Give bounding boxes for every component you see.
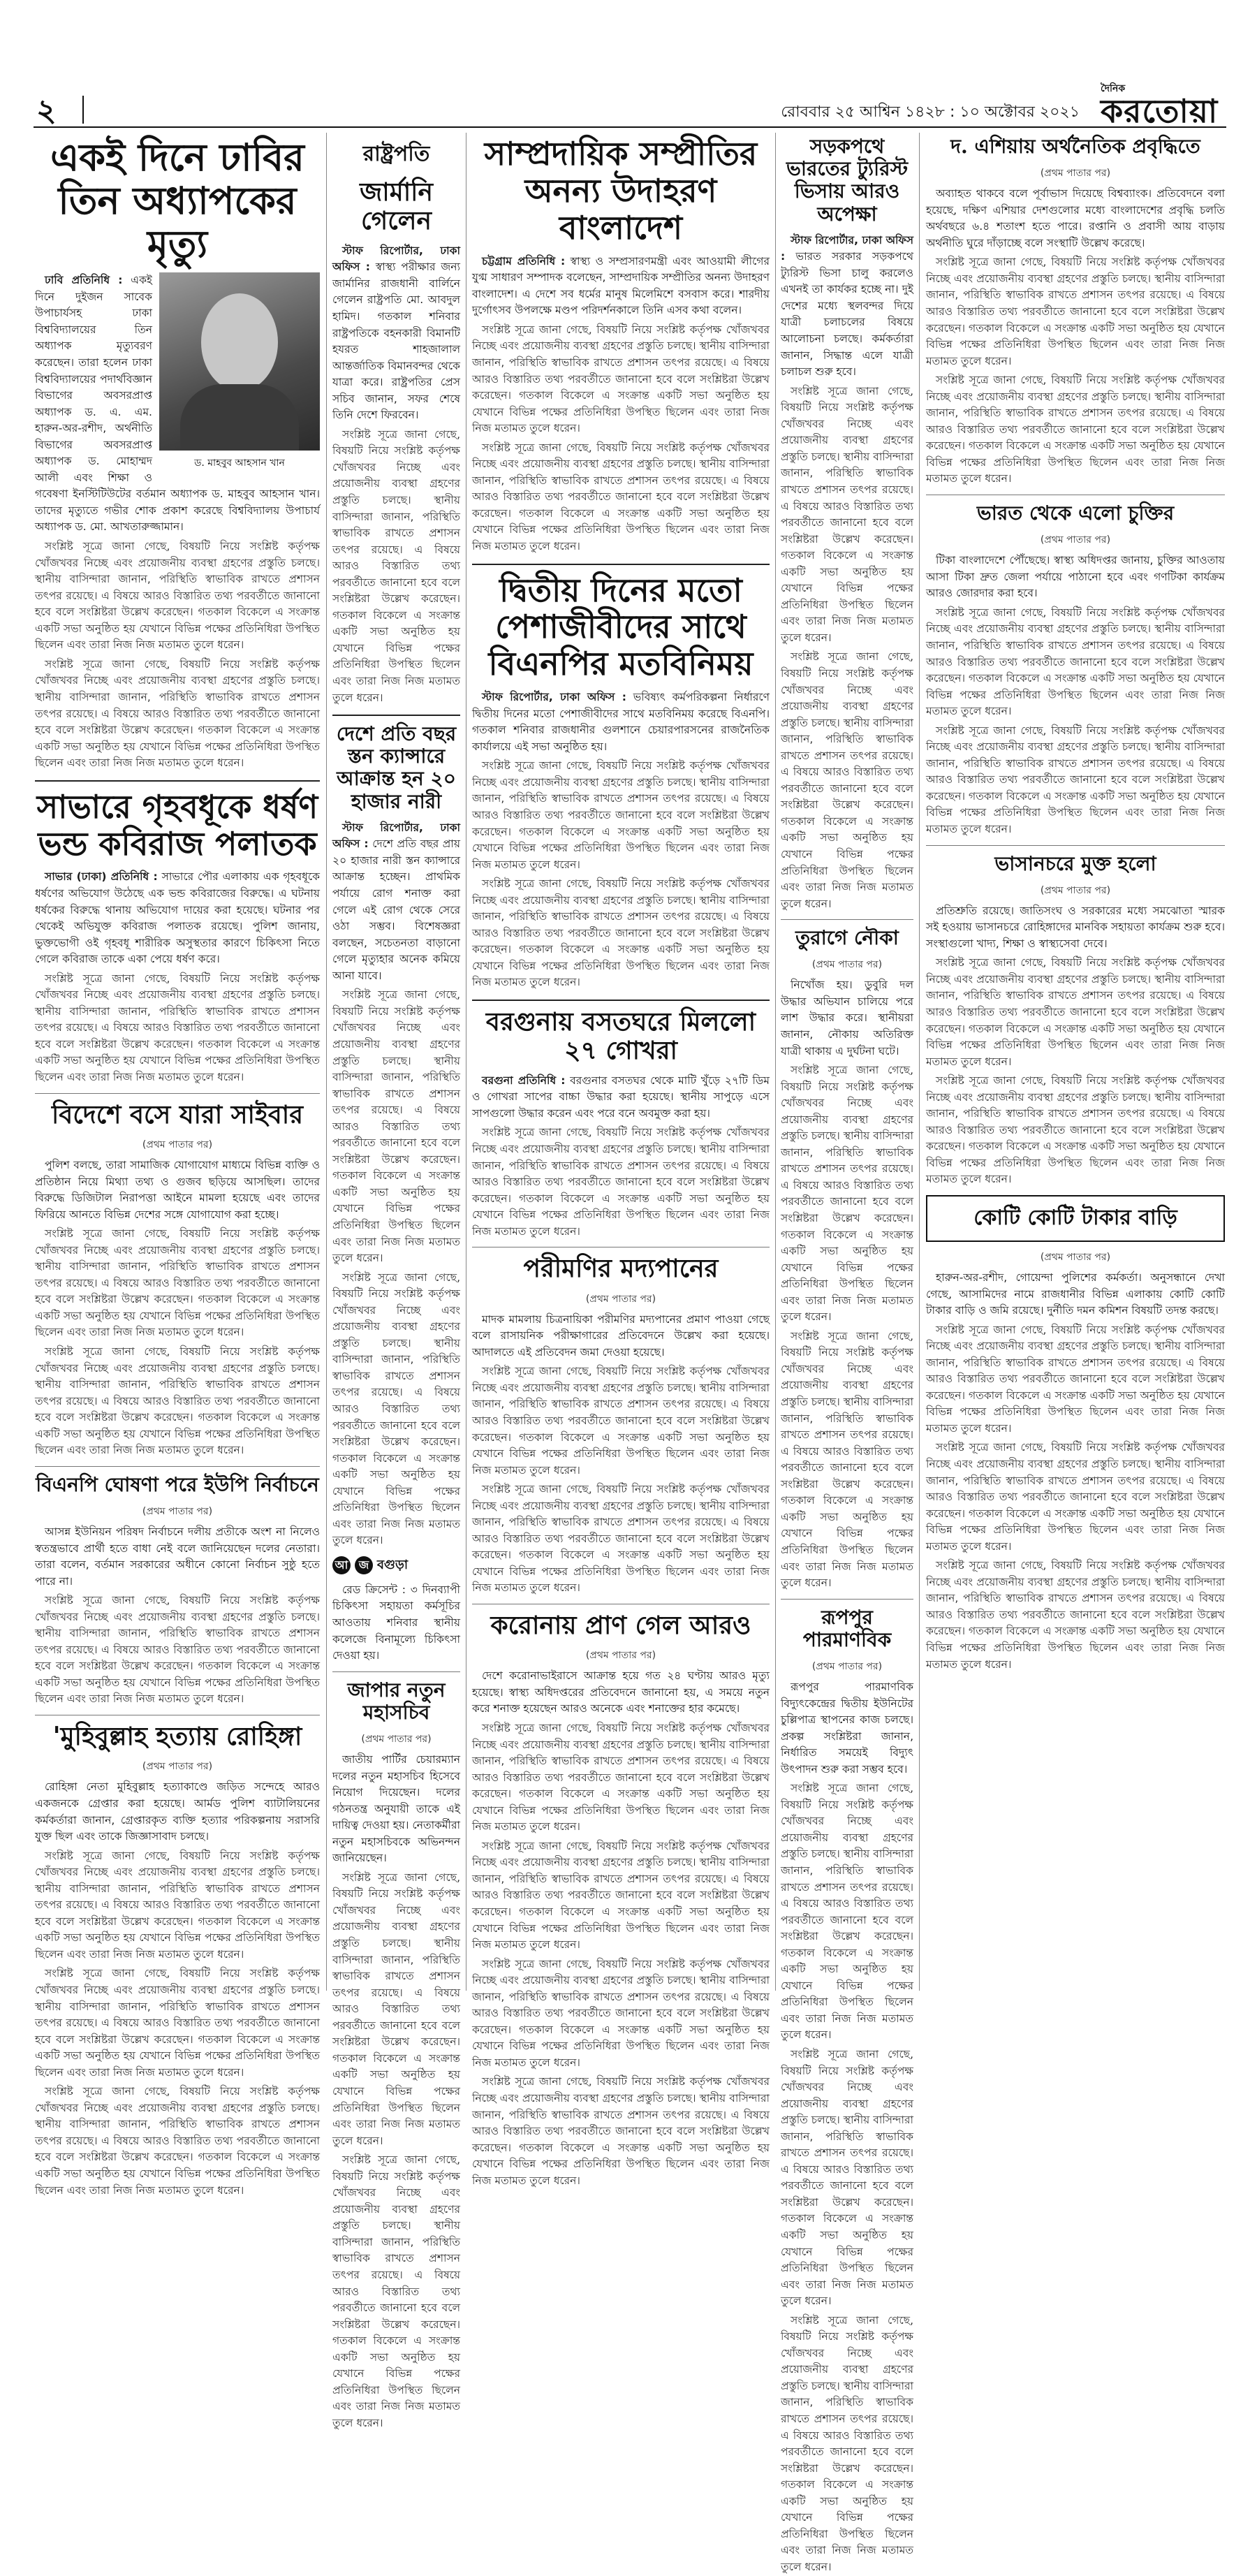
article-text: রোহিঙ্গা নেতা মুহিবুল্লাহ হত্যাকাণ্ডে জড়িত সন্দেহে আরও একজনকে গ্রেপ্তার করা হয়েছে। আর্মড পুলিশ ব্যাটালিয়নের কর্মকর্তারা জানান, গ্রেপ্তারকৃত ব্যক্তি হত্যার পরিকল্পনায় সরাসরি যুক্ত ছিল এবং তাকে জিজ্ঞাসাবাদ চলছে। [35,1780,320,1843]
article-text: সংশ্লিষ্ট সূত্রে জানা গেছে, বিষয়টি নিয়ে সংশ্লিষ্ট কর্তৃপক্ষ খোঁজখবর নিচ্ছে এবং প্রয়োজনীয় ব্যবস্থা গ্রহণের প্রস্তুতি চলছে। স্থানীয় বাসিন্দারা জানান, পরিস্থিতি স্বাভাবিক রাখতে প্রশাসন তৎপর রয়েছে। এ বিষয়ে আরও বিস্তারিত তথ্য পরবর্তীতে জানানো হবে বলে সংশ্লিষ্টরা উল্লেখ করেছেন। গতকাল বিকেলে এ সংক্রান্ত একটি সভা অনুষ্ঠিত হয় যেখানে বিভিন্ন পক্ষের প্রতিনিধিরা উপস্থিত ছিলেন এবং তারা নিজ নিজ মতামত তুলে ধরেন। [332,988,460,1265]
article-body [926,903,1225,1188]
continued-label: (প্রথম পাতার পর) [1040,1252,1111,1263]
article-text: সংশ্লিষ্ট সূত্রে জানা গেছে, বিষয়টি নিয়ে সংশ্লিষ্ট কর্তৃপক্ষ খোঁজখবর নিচ্ছে এবং প্রয়োজনীয় ব্যবস্থা গ্রহণের প্রস্তুতি চলছে। স্থানীয় বাসিন্দারা জানান, পরিস্থিতি স্বাভাবিক রাখতে প্রশাসন তৎপর রয়েছে। এ বিষয়ে আরও বিস্তারিত তথ্য পরবর্তীতে জানানো হবে বলে সংশ্লিষ্টরা উল্লেখ করেছেন। গতকাল বিকেলে এ সংক্রান্ত একটি সভা অনুষ্ঠিত হয় যেখানে বিভিন্ন পক্ষের প্রতিনিধিরা উপস্থিত ছিলেন এবং তারা নিজ নিজ মতামত তুলে ধরেন। [35,1967,320,2079]
article-body [926,552,1225,837]
article-body [781,977,913,1591]
article-text: পুলিশ বলছে, তারা সামাজিক যোগাযোগ মাধ্যমে বিভিন্ন ব্যক্তি ও প্রতিষ্ঠান নিয়ে মিথ্যা তথ্য ও গুজব ছড়িয়ে আসছিল। তাদের বিরুদ্ধে ডিজিটাল নিরাপত্তা আইনে মামলা হয়েছে এবং তাদের ফিরিয়ে আনতে বিভিন্ন দেশের সঙ্গে যোগাযোগ করা হচ্ছে। [35,1158,320,1221]
article-text: সংশ্লিষ্ট সূত্রে জানা গেছে, বিষয়টি নিয়ে সংশ্লিষ্ট কর্তৃপক্ষ খোঁজখবর নিচ্ছে এবং প্রয়োজনীয় ব্যবস্থা গ্রহণের প্রস্তুতি চলছে। স্থানীয় বাসিন্দারা জানান, পরিস্থিতি স্বাভাবিক রাখতে প্রশাসন তৎপর রয়েছে। এ বিষয়ে আরও বিস্তারিত তথ্য পরবর্তীতে জানানো হবে বলে সংশ্লিষ্টরা উল্লেখ করেছেন। গতকাল বিকেলে এ সংক্রান্ত একটি সভা অনুষ্ঠিত হয় যেখানে বিভিন্ন পক্ষের প্রতিনিধিরা উপস্থিত ছিলেন এবং তারা নিজ নিজ মতামত তুলে ধরেন। [35,972,320,1084]
article-text: সংশ্লিষ্ট সূত্রে জানা গেছে, বিষয়টি নিয়ে সংশ্লিষ্ট কর্তৃপক্ষ খোঁজখবর নিচ্ছে এবং প্রয়োজনীয় ব্যবস্থা গ্রহণের প্রস্তুতি চলছে। স্থানীয় বাসিন্দারা জানান, পরিস্থিতি স্বাভাবিক রাখতে প্রশাসন তৎপর রয়েছে। এ বিষয়ে আরও বিস্তারিত তথ্য পরবর্তীতে জানানো হবে বলে সংশ্লিষ্টরা উল্লেখ করেছেন। গতকাল বিকেলে এ সংক্রান্ত একটি সভা অনুষ্ঠিত হয় যেখানে বিভিন্ন পক্ষের প্রতিনিধিরা উপস্থিত ছিলেন এবং তারা নিজ নিজ মতামত তুলে ধরেন। [472,1957,770,2069]
article-text: সংশ্লিষ্ট সূত্রে জানা গেছে, বিষয়টি নিয়ে সংশ্লিষ্ট কর্তৃপক্ষ খোঁজখবর নিচ্ছে এবং প্রয়োজনীয় ব্যবস্থা গ্রহণের প্রস্তুতি চলছে। স্থানীয় বাসিন্দারা জানান, পরিস্থিতি স্বাভাবিক রাখতে প্রশাসন তৎপর রয়েছে। এ বিষয়ে আরও বিস্তারিত তথ্য পরবর্তীতে জানানো হবে বলে সংশ্লিষ্টরা উল্লেখ করেছেন। গতকাল বিকেলে এ সংক্রান্ত একটি সভা অনুষ্ঠিত হয় যেখানে বিভিন্ন পক্ষের প্রতিনিধিরা উপস্থিত ছিলেন এবং তারা নিজ নিজ মতামত তুলে ধরেন। [926,606,1225,718]
article-body [35,1524,320,1708]
article-body [35,1157,320,1459]
article-text: সংশ্লিষ্ট সূত্রে জানা গেছে, বিষয়টি নিয়ে সংশ্লিষ্ট কর্তৃপক্ষ খোঁজখবর নিচ্ছে এবং প্রয়োজনীয় ব্যবস্থা গ্রহণের প্রস্তুতি চলছে। স্থানীয় বাসিন্দারা জানান, পরিস্থিতি স্বাভাবিক রাখতে প্রশাসন তৎপর রয়েছে। এ বিষয়ে আরও বিস্তারিত তথ্য পরবর্তীতে জানানো হবে বলে সংশ্লিষ্টরা উল্লেখ করেছেন। গতকাল বিকেলে এ সংক্রান্ত একটি সভা অনুষ্ঠিত হয় যেখানে বিভিন্ন পক্ষের প্রতিনিধিরা উপস্থিত ছিলেন এবং তারা নিজ নিজ মতামত তুলে ধরেন। [781,1782,913,2042]
date-line: রোববার ২৫ আশ্বিন ১৪২৮ : ১০ অক্টোবর ২০২১ [781,103,1080,121]
headline-dhaka-university: একই দিনে ঢাবির তিন অধ্যাপকের মৃত্যু [50,135,304,267]
article-body [332,820,460,1549]
newspaper-logo [1094,80,1226,130]
article-text: সংশ্লিষ্ট সূত্রে জানা গেছে, বিষয়টি নিয়ে সংশ্লিষ্ট কর্তৃপক্ষ খোঁজখবর নিচ্ছে এবং প্রয়োজনীয় ব্যবস্থা গ্রহণের প্রস্তুতি চলছে। স্থানীয় বাসিন্দারা জানান, পরিস্থিতি স্বাভাবিক রাখতে প্রশাসন তৎপর রয়েছে। এ বিষয়ে আরও বিস্তারিত তথ্য পরবর্তীতে জানানো হবে বলে সংশ্লিষ্টরা উল্লেখ করেছেন। গতকাল বিকেলে এ সংক্রান্ত একটি সভা অনুষ্ঠিত হয় যেখানে বিভিন্ন পক্ষের প্রতিনিধিরা উপস্থিত ছিলেন এবং তারা নিজ নিজ মতামত তুলে ধরেন। [472,877,770,989]
article-text: সংশ্লিষ্ট সূত্রে জানা গেছে, বিষয়টি নিয়ে সংশ্লিষ্ট কর্তৃপক্ষ খোঁজখবর নিচ্ছে এবং প্রয়োজনীয় ব্যবস্থা গ্রহণের প্রস্তুতি চলছে। স্থানীয় বাসিন্দারা জানান, পরিস্থিতি স্বাভাবিক রাখতে প্রশাসন তৎপর রয়েছে। এ বিষয়ে আরও বিস্তারিত তথ্য পরবর্তীতে জানানো হবে বলে সংশ্লিষ্টরা উল্লেখ করেছেন। গতকাল বিকেলে এ সংক্রান্ত একটি সভা অনুষ্ঠিত হয় যেখানে বিভিন্ন পক্ষের প্রতিনিধিরা উপস্থিত ছিলেন এবং তারা নিজ নিজ মতামত তুলে ধরেন। [781,1064,913,1324]
continued-label: (প্রথম পাতার পর) [1040,168,1111,180]
article-body [781,1679,913,2576]
article-text: ভবিষ্যৎ কর্মপরিকল্পনা নির্ধারণে দ্বিতীয় দিনের মতো পেশাজীবীদের সাথে মতবিনিময় করেছে বিএনপি। গতকাল শনিবার রাজধানীর গুলশানে চেয়ারপারসনের রাজনৈতিক কার্যালয়ে এই সভা অনুষ্ঠিত হয়। [472,691,770,753]
article-text: সংশ্লিষ্ট সূত্রে জানা গেছে, বিষয়টি নিয়ে সংশ্লিষ্ট কর্তৃপক্ষ খোঁজখবর নিচ্ছে এবং প্রয়োজনীয় ব্যবস্থা গ্রহণের প্রস্তুতি চলছে। স্থানীয় বাসিন্দারা জানান, পরিস্থিতি স্বাভাবিক রাখতে প্রশাসন তৎপর রয়েছে। এ বিষয়ে আরও বিস্তারিত তথ্য পরবর্তীতে জানানো হবে বলে সংশ্লিষ্টরা উল্লেখ করেছেন। গতকাল বিকেলে এ সংক্রান্ত একটি সভা অনুষ্ঠিত হয় যেখানে বিভিন্ন পক্ষের প্রতিনিধিরা উপস্থিত ছিলেন এবং তারা নিজ নিজ মতামত তুলে ধরেন। [35,1345,320,1457]
article-text: সংশ্লিষ্ট সূত্রে জানা গেছে, বিষয়টি নিয়ে সংশ্লিষ্ট কর্তৃপক্ষ খোঁজখবর নিচ্ছে এবং প্রয়োজনীয় ব্যবস্থা গ্রহণের প্রস্তুতি চলছে। স্থানীয় বাসিন্দারা জানান, পরিস্থিতি স্বাভাবিক রাখতে প্রশাসন তৎপর রয়েছে। এ বিষয়ে আরও বিস্তারিত তথ্য পরবর্তীতে জানানো হবে বলে সংশ্লিষ্টরা উল্লেখ করেছেন। গতকাল বিকেলে এ সংক্রান্ত একটি সভা অনুষ্ঠিত হয় যেখানে বিভিন্ন পক্ষের প্রতিনিধিরা উপস্থিত ছিলেন এবং তারা নিজ নিজ মতামত তুলে ধরেন। [472,441,770,552]
continued-label: (প্রথম পাতার পর) [585,1293,656,1305]
article-text: সংশ্লিষ্ট সূত্রে জানা গেছে, বিষয়টি নিয়ে সংশ্লিষ্ট কর্তৃপক্ষ খোঁজখবর নিচ্ছে এবং প্রয়োজনীয় ব্যবস্থা গ্রহণের প্রস্তুতি চলছে। স্থানীয় বাসিন্দারা জানান, পরিস্থিতি স্বাভাবিক রাখতে প্রশাসন তৎপর রয়েছে। এ বিষয়ে আরও বিস্তারিত তথ্য পরবর্তীতে জানানো হবে বলে সংশ্লিষ্টরা উল্লেখ করেছেন। গতকাল বিকেলে এ সংক্রান্ত একটি সভা অনুষ্ঠিত হয় যেখানে বিভিন্ন পক্ষের প্রতিনিধিরা উপস্থিত ছিলেন এবং তারা নিজ নিজ মতামত তুলে ধরেন। [472,1365,770,1477]
article-text: বরগুনার বসতঘর থেকে মাটি খুঁড়ে ২৭টি ডিম ও গোখরা সাপের বাচ্চা উদ্ধার করা হয়েছে। স্থানীয় সাপুড়ে এসে সাপগুলো উদ্ধার করেন এবং পরে বনে অবমুক্ত করা হয়। [472,1074,770,1120]
headline-muhibullah: 'মুহিবুল্লাহ হত্যায় রোহিঙ্গা [52,1722,302,1752]
column-5 [926,130,1225,2002]
section-rule [781,1599,913,1600]
article-text: দেশে প্রতি বছর প্রায় ২০ হাজার নারী স্তন ক্যান্সারে আক্রান্ত হচ্ছেন। প্রাথমিক পর্যায়ে রোগ শনাক্ত করা গেলে এই রোগ থেকে সেরে ওঠা সম্ভব। বিশেষজ্ঞরা বলছেন, সচেতনতা বাড়ানো গেলে মৃত্যুহার অনেক কমিয়ে আনা যাবে। [332,837,460,982]
article-body [926,1270,1225,1673]
article-text: সংশ্লিষ্ট সূত্রে জানা গেছে, বিষয়টি নিয়ে সংশ্লিষ্ট কর্তৃপক্ষ খোঁজখবর নিচ্ছে এবং প্রয়োজনীয় ব্যবস্থা গ্রহণের প্রস্তুতি চলছে। স্থানীয় বাসিন্দারা জানান, পরিস্থিতি স্বাভাবিক রাখতে প্রশাসন তৎপর রয়েছে। এ বিষয়ে আরও বিস্তারিত তথ্য পরবর্তীতে জানানো হবে বলে সংশ্লিষ্টরা উল্লেখ করেছেন। গতকাল বিকেলে এ সংক্রান্ত একটি সভা অনুষ্ঠিত হয় যেখানে বিভিন্ন পক্ষের প্রতিনিধিরা উপস্থিত ছিলেন এবং তারা নিজ নিজ মতামত তুলে ধরেন। [332,1271,460,1547]
brief-badge: আ [332,1556,351,1574]
kicker-president: রাষ্ট্রপতি [362,142,430,166]
article-text: সংশ্লিষ্ট সূত্রে জানা গেছে, বিষয়টি নিয়ে সংশ্লিষ্ট কর্তৃপক্ষ খোঁজখবর নিচ্ছে এবং প্রয়োজনীয় ব্যবস্থা গ্রহণের প্রস্তুতি চলছে। স্থানীয় বাসিন্দারা জানান, পরিস্থিতি স্বাভাবিক রাখতে প্রশাসন তৎপর রয়েছে। এ বিষয়ে আরও বিস্তারিত তথ্য পরবর্তীতে জানানো হবে বলে সংশ্লিষ্টরা উল্লেখ করেছেন। গতকাল বিকেলে এ সংক্রান্ত একটি সভা অনুষ্ঠিত হয় যেখানে বিভিন্ন পক্ষের প্রতিনিধিরা উপস্থিত ছিলেন এবং তারা নিজ নিজ মতামত তুলে ধরেন। [926,956,1225,1068]
headline-crore-house: কোটি কোটি টাকার বাড়ি [926,1195,1225,1242]
article-body [35,869,320,1085]
article-body [781,233,913,912]
headline-rooppur: রূপপুর পারমাণবিক [802,1605,892,1651]
article-body [472,254,770,555]
portrait-photo [159,272,320,451]
article-text: সংশ্লিষ্ট সূত্রে জানা গেছে, বিষয়টি নিয়ে সংশ্লিষ্ট কর্তৃপক্ষ খোঁজখবর নিচ্ছে এবং প্রয়োজনীয় ব্যবস্থা গ্রহণের প্রস্তুতি চলছে। স্থানীয় বাসিন্দারা জানান, পরিস্থিতি স্বাভাবিক রাখতে প্রশাসন তৎপর রয়েছে। এ বিষয়ে আরও বিস্তারিত তথ্য পরবর্তীতে জানানো হবে বলে সংশ্লিষ্টরা উল্লেখ করেছেন। গতকাল বিকেলে এ সংক্রান্ত একটি সভা অনুষ্ঠিত হয় যেখানে বিভিন্ন পক্ষের প্রতিনিধিরা উপস্থিত ছিলেন এবং তারা নিজ নিজ মতামত তুলে ধরেন। [472,1483,770,1595]
logo-prefix: দৈনিক [1101,83,1126,94]
column-divider [919,133,920,1991]
article-text: সাভারে পৌর এলাকায় এক গৃহবধূকে ধর্ষণের অভিযোগ উঠেছে এক ভন্ড কবিরাজের বিরুদ্ধে। এ ঘটনায় ধর্ষকের বিরুদ্ধে থানায় অভিযোগ দায়ের করা হয়েছে। ঘটনার পর থেকেই অভিযুক্ত কবিরাজ পলাতক রয়েছে। পুলিশ জানায়, ভুক্তভোগী ওই গৃহবধূ শারীরিক অসুস্থতার কারণে চিকিৎসা নিতে গেলে কবিরাজ তাকে একা পেয়ে ধর্ষণ করে। [35,870,321,966]
photo-caption: ড. মাহবুব আহসান খান [194,458,285,469]
brief-body [332,1582,460,1664]
brief-location: বগুড়া [377,1557,409,1572]
headline-south-asia-growth: দ. এশিয়ায় অর্থনৈতিক প্রবৃদ্ধিতে [950,135,1200,158]
article-text: সংশ্লিষ্ট সূত্রে জানা গেছে, বিষয়টি নিয়ে সংশ্লিষ্ট কর্তৃপক্ষ খোঁজখবর নিচ্ছে এবং প্রয়োজনীয় ব্যবস্থা গ্রহণের প্রস্তুতি চলছে। স্থানীয় বাসিন্দারা জানান, পরিস্থিতি স্বাভাবিক রাখতে প্রশাসন তৎপর রয়েছে। এ বিষয়ে আরও বিস্তারিত তথ্য পরবর্তীতে জানানো হবে বলে সংশ্লিষ্টরা উল্লেখ করেছেন। গতকাল বিকেলে এ সংক্রান্ত একটি সভা অনুষ্ঠিত হয় যেখানে বিভিন্ন পক্ষের প্রতিনিধিরা উপস্থিত ছিলেন এবং তারা নিজ নিজ মতামত তুলে ধরেন। [781,1329,913,1590]
article-text: স্বাস্থ্য ও সম্প্রসারণমন্ত্রী এবং আওয়ামী লীগের যুগ্ম সাধারণ সম্পাদক বলেছেন, সাম্প্রদায়িক সম্প্রীতির অনন্য উদাহরণ বাংলাদেশ। এ দেশে সব ধর্মের মানুষ মিলেমিশে বসবাস করে। শারদীয় দুর্গোৎসব উপলক্ষে মণ্ডপ পরিদর্শনকালে তিনি এসব কথা বলেন। [472,254,770,317]
article-text: সংশ্লিষ্ট সূত্রে জানা গেছে, বিষয়টি নিয়ে সংশ্লিষ্ট কর্তৃপক্ষ খোঁজখবর নিচ্ছে এবং প্রয়োজনীয় ব্যবস্থা গ্রহণের প্রস্তুতি চলছে। স্থানীয় বাসিন্দারা জানান, পরিস্থিতি স্বাভাবিক রাখতে প্রশাসন তৎপর রয়েছে। এ বিষয়ে আরও বিস্তারিত তথ্য পরবর্তীতে জানানো হবে বলে সংশ্লিষ্টরা উল্লেখ করেছেন। গতকাল বিকেলে এ সংক্রান্ত একটি সভা অনুষ্ঠিত হয় যেখানে বিভিন্ন পক্ষের প্রতিনিধিরা উপস্থিত ছিলেন এবং তারা নিজ নিজ মতামত তুলে ধরেন। [781,650,913,910]
headline-savar: সাভারে গৃহবধূকে ধর্ষণ ভন্ড কবিরাজ পলাতক [36,787,318,863]
article-text: সংশ্লিষ্ট সূত্রে জানা গেছে, বিষয়টি নিয়ে সংশ্লিষ্ট কর্তৃপক্ষ খোঁজখবর নিচ্ছে এবং প্রয়োজনীয় ব্যবস্থা গ্রহণের প্রস্তুতি চলছে। স্থানীয় বাসিন্দারা জানান, পরিস্থিতি স্বাভাবিক রাখতে প্রশাসন তৎপর রয়েছে। এ বিষয়ে আরও বিস্তারিত তথ্য পরবর্তীতে জানানো হবে বলে সংশ্লিষ্টরা উল্লেখ করেছেন। গতকাল বিকেলে এ সংক্রান্ত একটি সভা অনুষ্ঠিত হয় যেখানে বিভিন্ন পক্ষের প্রতিনিধিরা উপস্থিত ছিলেন এবং তারা নিজ নিজ মতামত তুলে ধরেন। [35,540,320,652]
column-4 [781,130,913,2573]
continued-label: (প্রথম পাতার পর) [142,1506,213,1517]
byline: স্টাফ রিপোর্টার, ঢাকা অফিস : [332,244,460,274]
article-text: সংশ্লিষ্ট সূত্রে জানা গেছে, বিষয়টি নিয়ে সংশ্লিষ্ট কর্তৃপক্ষ খোঁজখবর নিচ্ছে এবং প্রয়োজনীয় ব্যবস্থা গ্রহণের প্রস্তুতি চলছে। স্থানীয় বাসিন্দারা জানান, পরিস্থিতি স্বাভাবিক রাখতে প্রশাসন তৎপর রয়েছে। এ বিষয়ে আরও বিস্তারিত তথ্য পরবর্তীতে জানানো হবে বলে সংশ্লিষ্টরা উল্লেখ করেছেন। গতকাল বিকেলে এ সংক্রান্ত একটি সভা অনুষ্ঠিত হয় যেখানে বিভিন্ন পক্ষের প্রতিনিধিরা উপস্থিত ছিলেন এবং তারা নিজ নিজ মতামত তুলে ধরেন। [926,374,1225,485]
headline-porimoni: পরীমণির মদ্যপানের [523,1254,719,1284]
article-text: সংশ্লিষ্ট সূত্রে জানা গেছে, বিষয়টি নিয়ে সংশ্লিষ্ট কর্তৃপক্ষ খোঁজখবর নিচ্ছে এবং প্রয়োজনীয় ব্যবস্থা গ্রহণের প্রস্তুতি চলছে। স্থানীয় বাসিন্দারা জানান, পরিস্থিতি স্বাভাবিক রাখতে প্রশাসন তৎপর রয়েছে। এ বিষয়ে আরও বিস্তারিত তথ্য পরবর্তীতে জানানো হবে বলে সংশ্লিষ্টরা উল্লেখ করেছেন। গতকাল বিকেলে এ সংক্রান্ত একটি সভা অনুষ্ঠিত হয় যেখানে বিভিন্ন পক্ষের প্রতিনিধিরা উপস্থিত ছিলেন এবং তারা নিজ নিজ মতামত তুলে ধরেন। [926,724,1225,835]
article-body [472,1073,770,1240]
article-text: আসন্ন ইউনিয়ন পরিষদ নির্বাচনে দলীয় প্রতীকে অংশ না নিলেও স্বতন্ত্রভাবে প্রার্থী হতে বাধা নেই বলে জানিয়েছেন দলের নেতারা। তারা বলেন, বর্তমান সরকারের অধীনে কোনো নির্বাচন সুষ্ঠু হতে পারে না। [35,1525,320,1588]
section-rule [332,1671,460,1672]
article-text: সংশ্লিষ্ট সূত্রে জানা গেছে, বিষয়টি নিয়ে সংশ্লিষ্ট কর্তৃপক্ষ খোঁজখবর নিচ্ছে এবং প্রয়োজনীয় ব্যবস্থা গ্রহণের প্রস্তুতি চলছে। স্থানীয় বাসিন্দারা জানান, পরিস্থিতি স্বাভাবিক রাখতে প্রশাসন তৎপর রয়েছে। এ বিষয়ে আরও বিস্তারিত তথ্য পরবর্তীতে জানানো হবে বলে সংশ্লিষ্টরা উল্লেখ করেছেন। গতকাল বিকেলে এ সংক্রান্ত একটি সভা অনুষ্ঠিত হয় যেখানে বিভিন্ন পক্ষের প্রতিনিধিরা উপস্থিত ছিলেন এবং তারা নিজ নিজ মতামত তুলে ধরেন। [472,759,770,871]
byline: স্টাফ রিপোর্টার, ঢাকা অফিস : [332,821,460,851]
article-text: সংশ্লিষ্ট সূত্রে জানা গেছে, বিষয়টি নিয়ে সংশ্লিষ্ট কর্তৃপক্ষ খোঁজখবর নিচ্ছে এবং প্রয়োজনীয় ব্যবস্থা গ্রহণের প্রস্তুতি চলছে। স্থানীয় বাসিন্দারা জানান, পরিস্থিতি স্বাভাবিক রাখতে প্রশাসন তৎপর রয়েছে। এ বিষয়ে আরও বিস্তারিত তথ্য পরবর্তীতে জানানো হবে বলে সংশ্লিষ্টরা উল্লেখ করেছেন। গতকাল বিকেলে এ সংক্রান্ত একটি সভা অনুষ্ঠিত হয় যেখানে বিভিন্ন পক্ষের প্রতিনিধিরা উপস্থিত ছিলেন এবং তারা নিজ নিজ মতামত তুলে ধরেন। [781,2313,913,2573]
article-body [332,243,460,706]
article-text: সংশ্লিষ্ট সূত্রে জানা গেছে, বিষয়টি নিয়ে সংশ্লিষ্ট কর্তৃপক্ষ খোঁজখবর নিচ্ছে এবং প্রয়োজনীয় ব্যবস্থা গ্রহণের প্রস্তুতি চলছে। স্থানীয় বাসিন্দারা জানান, পরিস্থিতি স্বাভাবিক রাখতে প্রশাসন তৎপর রয়েছে। এ বিষয়ে আরও বিস্তারিত তথ্য পরবর্তীতে জানানো হবে বলে সংশ্লিষ্টরা উল্লেখ করেছেন। গতকাল বিকেলে এ সংক্রান্ত একটি সভা অনুষ্ঠিত হয় যেখানে বিভিন্ন পক্ষের প্রতিনিধিরা উপস্থিত ছিলেন এবং তারা নিজ নিজ মতামত তুলে ধরেন। [926,256,1225,367]
article-text: জাতীয় পার্টির চেয়ারম্যান দলের নতুন মহাসচিব হিসেবে নিয়োগ দিয়েছেন। দলের গঠনতন্ত্র অনুযায়ী তাকে এই দায়িত্ব দেওয়া হয়। নেতাকর্মীরা নতুন মহাসচিবকে অভিনন্দন জানিয়েছেন। [332,1753,460,1865]
continued-label: (প্রথম পাতার পর) [361,1734,432,1746]
article-text: একই দিনে দুইজন সাবেক উপাচার্যসহ ঢাকা বিশ্ববিদ্যালয়ের তিন অধ্যাপক মৃত্যুবরণ করেছেন। তারা হলেন ঢাকা বিশ্ববিদ্যালয়ের পদার্থবিজ্ঞান বিভাগের অবসরপ্রাপ্ত অধ্যাপক ড. এ. এম. হারুন-অর-রশীদ, অর্থনীতি বিভাগের অবসরপ্রাপ্ত অধ্যাপক ড. মোহাম্মদ আলী এবং শিক্ষা ও গবেষণা ইনস্টিটিউটের বর্তমান অধ্যাপক ড. মাহবুব আহসান খান। তাদের মৃত্যুতে গভীর শোক প্রকাশ করেছে বিশ্ববিদ্যালয় উপাচার্য অধ্যাপক ড. মো. আখতারুজ্জামান। [35,274,320,534]
byline: স্টাফ রিপোর্টার, ঢাকা অফিস : [781,233,913,263]
article-text: সংশ্লিষ্ট সূত্রে জানা গেছে, বিষয়টি নিয়ে সংশ্লিষ্ট কর্তৃপক্ষ খোঁজখবর নিচ্ছে এবং প্রয়োজনীয় ব্যবস্থা গ্রহণের প্রস্তুতি চলছে। স্থানীয় বাসিন্দারা জানান, পরিস্থিতি স্বাভাবিক রাখতে প্রশাসন তৎপর রয়েছে। এ বিষয়ে আরও বিস্তারিত তথ্য পরবর্তীতে জানানো হবে বলে সংশ্লিষ্টরা উল্লেখ করেছেন। গতকাল বিকেলে এ সংক্রান্ত একটি সভা অনুষ্ঠিত হয় যেখানে বিভিন্ন পক্ষের প্রতিনিধিরা উপস্থিত ছিলেন এবং তারা নিজ নিজ মতামত তুলে ধরেন। [472,323,770,435]
article-text: হারুন-অর-রশীদ, গোয়েন্দা পুলিশের কর্মকর্তা। অনুসন্ধানে দেখা গেছে, আসামিদের নামে রাজধানীর বিভিন্ন এলাকায় কোটি কোটি টাকার বাড়ি ও জমি রয়েছে। দুর্নীতি দমন কমিশন বিষয়টি তদন্ত করছে। [926,1271,1225,1317]
article-text: সংশ্লিষ্ট সূত্রে জানা গেছে, বিষয়টি নিয়ে সংশ্লিষ্ট কর্তৃপক্ষ খোঁজখবর নিচ্ছে এবং প্রয়োজনীয় ব্যবস্থা গ্রহণের প্রস্তুতি চলছে। স্থানীয় বাসিন্দারা জানান, পরিস্থিতি স্বাভাবিক রাখতে প্রশাসন তৎপর রয়েছে। এ বিষয়ে আরও বিস্তারিত তথ্য পরবর্তীতে জানানো হবে বলে সংশ্লিষ্টরা উল্লেখ করেছেন। গতকাল বিকেলে এ সংক্রান্ত একটি সভা অনুষ্ঠিত হয় যেখানে বিভিন্ন পক্ষের প্রতিনিধিরা উপস্থিত ছিলেন এবং তারা নিজ নিজ মতামত তুলে ধরেন। [926,1074,1225,1186]
byline: চট্টগ্রাম প্রতিনিধি : [482,254,566,268]
section-rule [781,919,913,920]
article-text: সংশ্লিষ্ট সূত্রে জানা গেছে, বিষয়টি নিয়ে সংশ্লিষ্ট কর্তৃপক্ষ খোঁজখবর নিচ্ছে এবং প্রয়োজনীয় ব্যবস্থা গ্রহণের প্রস্তুতি চলছে। স্থানীয় বাসিন্দারা জানান, পরিস্থিতি স্বাভাবিক রাখতে প্রশাসন তৎপর রয়েছে। এ বিষয়ে আরও বিস্তারিত তথ্য পরবর্তীতে জানানো হবে বলে সংশ্লিষ্টরা উল্লেখ করেছেন। গতকাল বিকেলে এ সংক্রান্ত একটি সভা অনুষ্ঠিত হয় যেখানে বিভিন্ন পক্ষের প্রতিনিধিরা উপস্থিত ছিলেন এবং তারা নিজ নিজ মতামত তুলে ধরেন। [472,1722,770,1834]
section-rule [332,715,460,716]
headline-japa: জাপার নতুন মহাসচিব [347,1678,446,1724]
column-2 [332,130,460,2429]
section-rule [472,1000,770,1001]
article-body [472,1312,770,1597]
article-text: সংশ্লিষ্ট সূত্রে জানা গেছে, বিষয়টি নিয়ে সংশ্লিষ্ট কর্তৃপক্ষ খোঁজখবর নিচ্ছে এবং প্রয়োজনীয় ব্যবস্থা গ্রহণের প্রস্তুতি চলছে। স্থানীয় বাসিন্দারা জানান, পরিস্থিতি স্বাভাবিক রাখতে প্রশাসন তৎপর রয়েছে। এ বিষয়ে আরও বিস্তারিত তথ্য পরবর্তীতে জানানো হবে বলে সংশ্লিষ্টরা উল্লেখ করেছেন। গতকাল বিকেলে এ সংক্রান্ত একটি সভা অনুষ্ঠিত হয় যেখানে বিভিন্ন পক্ষের প্রতিনিধিরা উপস্থিত ছিলেন এবং তারা নিজ নিজ মতামত তুলে ধরেন। [35,1849,320,1961]
page-header [34,83,1226,130]
article-text: নিখোঁজ হয়। ডুবুরি দল উদ্ধার অভিযান চালিয়ে পরে লাশ উদ্ধার করে। স্থানীয়রা জানান, নৌকায় অতিরিক্ত যাত্রী থাকায় এ দুর্ঘটনা ঘটে। [781,979,913,1058]
header-divider [82,96,84,124]
section-rule [35,1466,320,1467]
continued-label: (প্রথম পাতার পর) [1040,884,1111,896]
headline-india-contract: ভারত থেকে এলো চুক্তির [976,502,1175,525]
page-number: ২ [36,93,57,129]
article-text: সংশ্লিষ্ট সূত্রে জানা গেছে, বিষয়টি নিয়ে সংশ্লিষ্ট কর্তৃপক্ষ খোঁজখবর নিচ্ছে এবং প্রয়োজনীয় ব্যবস্থা গ্রহণের প্রস্তুতি চলছে। স্থানীয় বাসিন্দারা জানান, পরিস্থিতি স্বাভাবিক রাখতে প্রশাসন তৎপর রয়েছে। এ বিষয়ে আরও বিস্তারিত তথ্য পরবর্তীতে জানানো হবে বলে সংশ্লিষ্টরা উল্লেখ করেছেন। গতকাল বিকেলে এ সংক্রান্ত একটি সভা অনুষ্ঠিত হয় যেখানে বিভিন্ন পক্ষের প্রতিনিধিরা উপস্থিত ছিলেন এবং তারা নিজ নিজ মতামত তুলে ধরেন। [332,2153,460,2429]
continued-label: (প্রথম পাতার পর) [811,1660,883,1672]
article-text: সংশ্লিষ্ট সূত্রে জানা গেছে, বিষয়টি নিয়ে সংশ্লিষ্ট কর্তৃপক্ষ খোঁজখবর নিচ্ছে এবং প্রয়োজনীয় ব্যবস্থা গ্রহণের প্রস্তুতি চলছে। স্থানীয় বাসিন্দারা জানান, পরিস্থিতি স্বাভাবিক রাখতে প্রশাসন তৎপর রয়েছে। এ বিষয়ে আরও বিস্তারিত তথ্য পরবর্তীতে জানানো হবে বলে সংশ্লিষ্টরা উল্লেখ করেছেন। গতকাল বিকেলে এ সংক্রান্ত একটি সভা অনুষ্ঠিত হয় যেখানে বিভিন্ন পক্ষের প্রতিনিধিরা উপস্থিত ছিলেন এবং তারা নিজ নিজ মতামত তুলে ধরেন। [35,657,320,770]
article-text: সংশ্লিষ্ট সূত্রে জানা গেছে, বিষয়টি নিয়ে সংশ্লিষ্ট কর্তৃপক্ষ খোঁজখবর নিচ্ছে এবং প্রয়োজনীয় ব্যবস্থা গ্রহণের প্রস্তুতি চলছে। স্থানীয় বাসিন্দারা জানান, পরিস্থিতি স্বাভাবিক রাখতে প্রশাসন তৎপর রয়েছে। এ বিষয়ে আরও বিস্তারিত তথ্য পরবর্তীতে জানানো হবে বলে সংশ্লিষ্টরা উল্লেখ করেছেন। গতকাল বিকেলে এ সংক্রান্ত একটি সভা অনুষ্ঠিত হয় যেখানে বিভিন্ন পক্ষের প্রতিনিধিরা উপস্থিত ছিলেন এবং তারা নিজ নিজ মতামত তুলে ধরেন। [472,2075,770,2187]
headline-corona-deaths: করোনায় প্রাণ গেল আরও [490,1610,751,1640]
article-text: মাদক মামলায় চিত্রনায়িকা পরীমণির মদ্যপানের প্রমাণ পাওয়া গেছে বলে রাসায়নিক পরীক্ষাগারের প্রতিবেদনে উল্লেখ করা হয়েছে। আদালতে এই প্রতিবেদন জমা দেওয়া হয়েছে। [472,1312,770,1359]
headline-turag-boat: তুরাগে নৌকা [795,926,899,950]
article-text: সংশ্লিষ্ট সূত্রে জানা গেছে, বিষয়টি নিয়ে সংশ্লিষ্ট কর্তৃপক্ষ খোঁজখবর নিচ্ছে এবং প্রয়োজনীয় ব্যবস্থা গ্রহণের প্রস্তুতি চলছে। স্থানীয় বাসিন্দারা জানান, পরিস্থিতি স্বাভাবিক রাখতে প্রশাসন তৎপর রয়েছে। এ বিষয়ে আরও বিস্তারিত তথ্য পরবর্তীতে জানানো হবে বলে সংশ্লিষ্টরা উল্লেখ করেছেন। গতকাল বিকেলে এ সংক্রান্ত একটি সভা অনুষ্ঠিত হয় যেখানে বিভিন্ন পক্ষের প্রতিনিধিরা উপস্থিত ছিলেন এবং তারা নিজ নিজ মতামত তুলে ধরেন। [472,1839,770,1952]
byline: সাভার (ঢাকা) প্রতিনিধি : [45,870,158,884]
headline-india-visa: সড়কপথে ভারতের ট্যুরিস্ট ভিসায় আরও অপেক্ষা [786,135,908,226]
article-text: দেশে করোনাভাইরাসে আক্রান্ত হয়ে গত ২৪ ঘণ্টায় আরও মৃত্যু হয়েছে। স্বাস্থ্য অধিদপ্তরের প্রতিবেদনে জানানো হয়, এ সময়ে নতুন করে শনাক্ত হয়েছেন আরও অনেকে এবং শনাক্তের হার কমেছে। [472,1669,770,1715]
headline-communal-harmony: সাম্প্রদায়িক সম্প্রীতির অনন্য উদাহরণ বাংলাদেশ [484,135,758,247]
byline: স্টাফ রিপোর্টার, ঢাকা অফিস : [482,691,626,704]
headline-president-germany: জার্মানি গেলেন [360,177,433,236]
column-1 [35,130,321,2197]
brief-badge: জ [355,1556,373,1574]
continued-label: (প্রথম পাতার পর) [585,1650,656,1662]
article-text: সংশ্লিষ্ট সূত্রে জানা গেছে, বিষয়টি নিয়ে সংশ্লিষ্ট কর্তৃপক্ষ খোঁজখবর নিচ্ছে এবং প্রয়োজনীয় ব্যবস্থা গ্রহণের প্রস্তুতি চলছে। স্থানীয় বাসিন্দারা জানান, পরিস্থিতি স্বাভাবিক রাখতে প্রশাসন তৎপর রয়েছে। এ বিষয়ে আরও বিস্তারিত তথ্য পরবর্তীতে জানানো হবে বলে সংশ্লিষ্টরা উল্লেখ করেছেন। গতকাল বিকেলে এ সংক্রান্ত একটি সভা অনুষ্ঠিত হয় যেখানে বিভিন্ন পক্ষের প্রতিনিধিরা উপস্থিত ছিলেন এবং তারা নিজ নিজ মতামত তুলে ধরেন। [332,1871,460,2147]
article-text: টিকা বাংলাদেশে পৌঁছেছে। স্বাস্থ্য অধিদপ্তর জানায়, চুক্তির আওতায় আসা টিকা দ্রুত জেলা পর্যায়ে পাঠানো হবে এবং গণটিকা কার্যক্রম আরও জোরদার করা হবে। [926,554,1225,600]
article-text: সংশ্লিষ্ট সূত্রে জানা গেছে, বিষয়টি নিয়ে সংশ্লিষ্ট কর্তৃপক্ষ খোঁজখবর নিচ্ছে এবং প্রয়োজনীয় ব্যবস্থা গ্রহণের প্রস্তুতি চলছে। স্থানীয় বাসিন্দারা জানান, পরিস্থিতি স্বাভাবিক রাখতে প্রশাসন তৎপর রয়েছে। এ বিষয়ে আরও বিস্তারিত তথ্য পরবর্তীতে জানানো হবে বলে সংশ্লিষ্টরা উল্লেখ করেছেন। গতকাল বিকেলে এ সংক্রান্ত একটি সভা অনুষ্ঠিত হয় যেখানে বিভিন্ন পক্ষের প্রতিনিধিরা উপস্থিত ছিলেন এবং তারা নিজ নিজ মতামত তুলে ধরেন। [926,1441,1225,1553]
article-body [472,689,770,991]
article-text: সংশ্লিষ্ট সূত্রে জানা গেছে, বিষয়টি নিয়ে সংশ্লিষ্ট কর্তৃপক্ষ খোঁজখবর নিচ্ছে এবং প্রয়োজনীয় ব্যবস্থা গ্রহণের প্রস্তুতি চলছে। স্থানীয় বাসিন্দারা জানান, পরিস্থিতি স্বাভাবিক রাখতে প্রশাসন তৎপর রয়েছে। এ বিষয়ে আরও বিস্তারিত তথ্য পরবর্তীতে জানানো হবে বলে সংশ্লিষ্টরা উল্লেখ করেছেন। গতকাল বিকেলে এ সংক্রান্ত একটি সভা অনুষ্ঠিত হয় যেখানে বিভিন্ন পক্ষের প্রতিনিধিরা উপস্থিত ছিলেন এবং তারা নিজ নিজ মতামত তুলে ধরেন। [781,2048,913,2308]
article-text: সংশ্লিষ্ট সূত্রে জানা গেছে, বিষয়টি নিয়ে সংশ্লিষ্ট কর্তৃপক্ষ খোঁজখবর নিচ্ছে এবং প্রয়োজনীয় ব্যবস্থা গ্রহণের প্রস্তুতি চলছে। স্থানীয় বাসিন্দারা জানান, পরিস্থিতি স্বাভাবিক রাখতে প্রশাসন তৎপর রয়েছে। এ বিষয়ে আরও বিস্তারিত তথ্য পরবর্তীতে জানানো হবে বলে সংশ্লিষ্টরা উল্লেখ করেছেন। গতকাল বিকেলে এ সংক্রান্ত একটি সভা অনুষ্ঠিত হয় যেখানে বিভিন্ন পক্ষের প্রতিনিধিরা উপস্থিত ছিলেন এবং তারা নিজ নিজ মতামত তুলে ধরেন। [472,1126,770,1238]
section-rule [472,564,770,565]
article-body [472,1668,770,2189]
continued-label: (প্রথম পাতার পর) [1040,534,1111,546]
article-text: প্রতিশ্রুতি রয়েছে। জাতিসংঘ ও সরকারের মধ্যে সমঝোতা স্মারক সই হওয়ায় ভাসানচরে রোহিঙ্গাদের মানবিক সহায়তা কার্যক্রম শুরু হবে। সংস্থাগুলো খাদ্য, শিক্ষা ও স্বাস্থ্যসেবা দেবে। [926,904,1225,950]
article-text: সংশ্লিষ্ট সূত্রে জানা গেছে, বিষয়টি নিয়ে সংশ্লিষ্ট কর্তৃপক্ষ খোঁজখবর নিচ্ছে এবং প্রয়োজনীয় ব্যবস্থা গ্রহণের প্রস্তুতি চলছে। স্থানীয় বাসিন্দারা জানান, পরিস্থিতি স্বাভাবিক রাখতে প্রশাসন তৎপর রয়েছে। এ বিষয়ে আরও বিস্তারিত তথ্য পরবর্তীতে জানানো হবে বলে সংশ্লিষ্টরা উল্লেখ করেছেন। গতকাল বিকেলে এ সংক্রান্ত একটি সভা অনুষ্ঠিত হয় যেখানে বিভিন্ন পক্ষের প্রতিনিধিরা উপস্থিত ছিলেন এবং তারা নিজ নিজ মতামত তুলে ধরেন। [35,1594,320,1706]
article-text: সংশ্লিষ্ট সূত্রে জানা গেছে, বিষয়টি নিয়ে সংশ্লিষ্ট কর্তৃপক্ষ খোঁজখবর নিচ্ছে এবং প্রয়োজনীয় ব্যবস্থা গ্রহণের প্রস্তুতি চলছে। স্থানীয় বাসিন্দারা জানান, পরিস্থিতি স্বাভাবিক রাখতে প্রশাসন তৎপর রয়েছে। এ বিষয়ে আরও বিস্তারিত তথ্য পরবর্তীতে জানানো হবে বলে সংশ্লিষ্টরা উল্লেখ করেছেন। গতকাল বিকেলে এ সংক্রান্ত একটি সভা অনুষ্ঠিত হয় যেখানে বিভিন্ন পক্ষের প্রতিনিধিরা উপস্থিত ছিলেন এবং তারা নিজ নিজ মতামত তুলে ধরেন। [35,2085,320,2197]
headline-bnp-professionals: দ্বিতীয় দিনের মতো পেশাজীবীদের সাথে বিএনপির মতবিনিময় [488,571,754,683]
article-body [926,186,1225,488]
article-text: স্বাস্থ্য পরীক্ষার জন্য জার্মানির রাজধানী বার্লিনে গেলেন রাষ্ট্রপতি মো. আবদুল হামিদ। গতকাল শনিবার রাষ্ট্রপতিকে বহনকারী বিমানটি হযরত শাহজালাল আন্তর্জাতিক বিমানবন্দর থেকে যাত্রা করে। রাষ্ট্রপতির প্রেস সচিব জানান, সফর শেষে তিনি দেশে ফিরবেন। [332,261,460,422]
section-rule [35,780,320,782]
article-text: অব্যাহত থাকবে বলে পূর্বাভাস দিয়েছে বিশ্বব্যাংক। প্রতিবেদনে বলা হয়েছে, দক্ষিণ এশিয়ার দেশগুলোর মধ্যে বাংলাদেশের প্রবৃদ্ধি চলতি অর্থবছরে ৬.৪ শতাংশ হতে পারে। রপ্তানি ও প্রবাসী আয় বাড়ায় অর্থনীতি ঘুরে দাঁড়াচ্ছে বলে সংস্থাটি উল্লেখ করেছে। [926,187,1225,249]
article-text: সংশ্লিষ্ট সূত্রে জানা গেছে, বিষয়টি নিয়ে সংশ্লিষ্ট কর্তৃপক্ষ খোঁজখবর নিচ্ছে এবং প্রয়োজনীয় ব্যবস্থা গ্রহণের প্রস্তুতি চলছে। স্থানীয় বাসিন্দারা জানান, পরিস্থিতি স্বাভাবিক রাখতে প্রশাসন তৎপর রয়েছে। এ বিষয়ে আরও বিস্তারিত তথ্য পরবর্তীতে জানানো হবে বলে সংশ্লিষ্টরা উল্লেখ করেছেন। গতকাল বিকেলে এ সংক্রান্ত একটি সভা অনুষ্ঠিত হয় যেখানে বিভিন্ন পক্ষের প্রতিনিধিরা উপস্থিত ছিলেন এবং তারা নিজ নিজ মতামত তুলে ধরেন। [781,384,913,644]
headline-breast-cancer: দেশে প্রতি বছর স্তন ক্যান্সারে আক্রান্ত হন ২০ হাজার নারী [336,722,457,813]
article-text: রূপপুর পারমাণবিক বিদ্যুৎকেন্দ্রের দ্বিতীয় ইউনিটের চুল্লিপাত্র স্থাপনের কাজ চলছে। প্রকল্প সংশ্লিষ্টরা জানান, নির্ধারিত সময়েই বিদ্যুৎ উৎপাদন শুরু করা সম্ভব হবে। [781,1680,913,1776]
article-body [35,1779,320,2199]
byline: বরগুনা প্রতিনিধি : [482,1074,566,1087]
column-divider [326,133,327,1991]
continued-label: (প্রথম পাতার পর) [142,1761,213,1773]
continued-label: (প্রথম পাতার পর) [811,959,883,971]
article-text: সংশ্লিষ্ট সূত্রে জানা গেছে, বিষয়টি নিয়ে সংশ্লিষ্ট কর্তৃপক্ষ খোঁজখবর নিচ্ছে এবং প্রয়োজনীয় ব্যবস্থা গ্রহণের প্রস্তুতি চলছে। স্থানীয় বাসিন্দারা জানান, পরিস্থিতি স্বাভাবিক রাখতে প্রশাসন তৎপর রয়েছে। এ বিষয়ে আরও বিস্তারিত তথ্য পরবর্তীতে জানানো হবে বলে সংশ্লিষ্টরা উল্লেখ করেছেন। গতকাল বিকেলে এ সংক্রান্ত একটি সভা অনুষ্ঠিত হয় যেখানে বিভিন্ন পক্ষের প্রতিনিধিরা উপস্থিত ছিলেন এবং তারা নিজ নিজ মতামত তুলে ধরেন। [926,1323,1225,1435]
headline-bnp-up: বিএনপি ঘোষণা পরে ইউপি নির্বাচনে [36,1472,319,1496]
article-text: সংশ্লিষ্ট সূত্রে জানা গেছে, বিষয়টি নিয়ে সংশ্লিষ্ট কর্তৃপক্ষ খোঁজখবর নিচ্ছে এবং প্রয়োজনীয় ব্যবস্থা গ্রহণের প্রস্তুতি চলছে। স্থানীয় বাসিন্দারা জানান, পরিস্থিতি স্বাভাবিক রাখতে প্রশাসন তৎপর রয়েছে। এ বিষয়ে আরও বিস্তারিত তথ্য পরবর্তীতে জানানো হবে বলে সংশ্লিষ্টরা উল্লেখ করেছেন। গতকাল বিকেলে এ সংক্রান্ত একটি সভা অনুষ্ঠিত হয় যেখানে বিভিন্ন পক্ষের প্রতিনিধিরা উপস্থিত ছিলেন এবং তারা নিজ নিজ মতামত তুলে ধরেন। [35,1227,320,1339]
article-text: সংশ্লিষ্ট সূত্রে জানা গেছে, বিষয়টি নিয়ে সংশ্লিষ্ট কর্তৃপক্ষ খোঁজখবর নিচ্ছে এবং প্রয়োজনীয় ব্যবস্থা গ্রহণের প্রস্তুতি চলছে। স্থানীয় বাসিন্দারা জানান, পরিস্থিতি স্বাভাবিক রাখতে প্রশাসন তৎপর রয়েছে। এ বিষয়ে আরও বিস্তারিত তথ্য পরবর্তীতে জানানো হবে বলে সংশ্লিষ্টরা উল্লেখ করেছেন। গতকাল বিকেলে এ সংক্রান্ত একটি সভা অনুষ্ঠিত হয় যেখানে বিভিন্ন পক্ষের প্রতিনিধিরা উপস্থিত ছিলেন এবং তারা নিজ নিজ মতামত তুলে ধরেন। [332,427,460,704]
brief-header [332,1555,460,1576]
byline: ঢাবি প্রতিনিধি : [45,274,123,287]
article-text: সংশ্লিষ্ট সূত্রে জানা গেছে, বিষয়টি নিয়ে সংশ্লিষ্ট কর্তৃপক্ষ খোঁজখবর নিচ্ছে এবং প্রয়োজনীয় ব্যবস্থা গ্রহণের প্রস্তুতি চলছে। স্থানীয় বাসিন্দারা জানান, পরিস্থিতি স্বাভাবিক রাখতে প্রশাসন তৎপর রয়েছে। এ বিষয়ে আরও বিস্তারিত তথ্য পরবর্তীতে জানানো হবে বলে সংশ্লিষ্টরা উল্লেখ করেছেন। গতকাল বিকেলে এ সংক্রান্ত একটি সভা অনুষ্ঠিত হয় যেখানে বিভিন্ন পক্ষের প্রতিনিধিরা উপস্থিত ছিলেন এবং তারা নিজ নিজ মতামত তুলে ধরেন। [926,1559,1225,1671]
headline-bhasanchar: ভাসানচরে মুক্ত হলো [994,851,1156,875]
headline-cyber: বিদেশে বসে যারা সাইবার [51,1099,303,1129]
article-text: ভারত সরকার সড়কপথে ট্যুরিস্ট ভিসা চালু করলেও এখনই তা কার্যকর হচ্ছে না। দুই দেশের মধ্যে স্থলবন্দর দিয়ে যাত্রী চলাচলের বিষয়ে আলোচনা চলছে। কর্মকর্তারা জানান, সিদ্ধান্ত এলে যাত্রী চলাচল শুরু হবে। [781,250,913,379]
article-text: রেড ক্রিসেন্ট : ৩ দিনব্যাপী চিকিৎসা সহায়তা কর্মসূচির আওতায় শনিবার স্থানীয় কলেজে বিনামূল্যে চিকিৎসা দেওয়া হয়। [332,1583,460,1662]
column-3 [472,130,770,2187]
article-body [332,1752,460,2431]
column-divider [775,133,776,1991]
section-rule [35,1093,320,1094]
logo-name: করতোয়া [1101,92,1219,130]
continued-label: (প্রথম পাতার পর) [142,1139,213,1150]
section-rule [926,845,1225,846]
headline-barguna-snakes: বরগুনায় বসতঘরে মিললো ২৭ গোখরা [485,1007,756,1066]
